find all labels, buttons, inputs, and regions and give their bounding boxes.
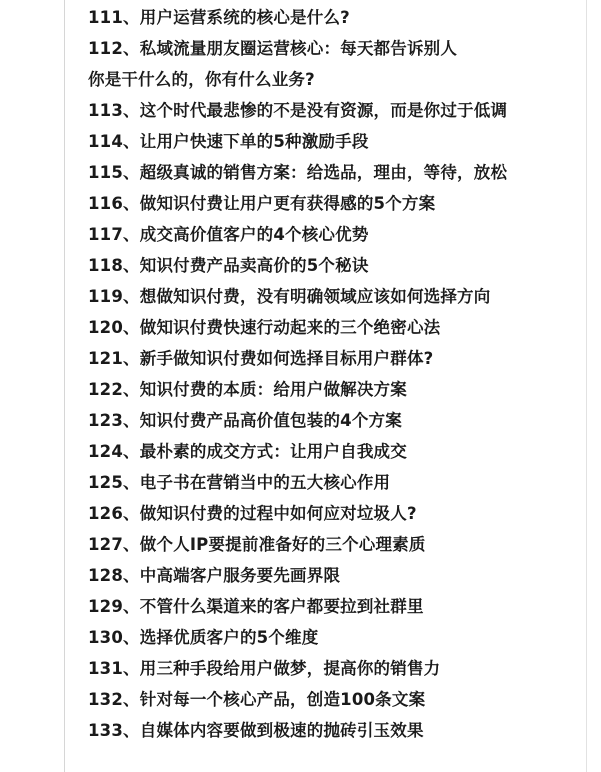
list-item: 125、电子书在营销当中的五大核心作用 [88,473,391,492]
list-item: 121、新手做知识付费如何选择目标用户群体? [88,349,434,368]
right-margin-rule [586,0,587,772]
list-item: 117、成交高价值客户的4个核心优势 [88,225,369,244]
list-item: 123、知识付费产品高价值包装的4个方案 [88,411,402,430]
list-item: 127、做个人IP要提前准备好的三个心理素质 [88,535,426,554]
left-margin-rule [64,0,65,772]
list-item: 129、不管什么渠道来的客户都要拉到社群里 [88,597,424,616]
list-item: 114、让用户快速下单的5种激励手段 [88,132,369,151]
list-item: 112、私域流量朋友圈运营核心：每天都告诉别人 [88,39,458,58]
list-item: 131、用三种手段给用户做梦，提高你的销售力 [88,659,441,678]
list-item: 124、最朴素的成交方式：让用户自我成交 [88,442,407,461]
list-item: 132、针对每一个核心产品，创造100条文案 [88,690,426,709]
list-item: 113、这个时代最悲惨的不是没有资源，而是你过于低调 [88,101,508,120]
list-item: 133、自媒体内容要做到极速的抛砖引玉效果 [88,721,424,740]
list-item: 115、超级真诚的销售方案：给选品，理由，等待，放松 [88,163,508,182]
list-item: 118、知识付费产品卖高价的5个秘诀 [88,256,369,275]
list-item: 128、中高端客户服务要先画界限 [88,566,341,585]
list-item: 119、想做知识付费，没有明确领域应该如何选择方向 [88,287,491,306]
list-item: 122、知识付费的本质：给用户做解决方案 [88,380,407,399]
list-item-continuation: 你是干什么的，你有什么业务? [88,70,315,89]
list-item: 126、做知识付费的过程中如何应对垃圾人? [88,504,417,523]
list-item: 130、选择优质客户的5个维度 [88,628,319,647]
list-item: 120、做知识付费快速行动起来的三个绝密心法 [88,318,441,337]
list-item: 116、做知识付费让用户更有获得感的5个方案 [88,194,436,213]
list-item: 111、用户运营系统的核心是什么? [88,8,350,27]
topic-list [88,2,583,746]
